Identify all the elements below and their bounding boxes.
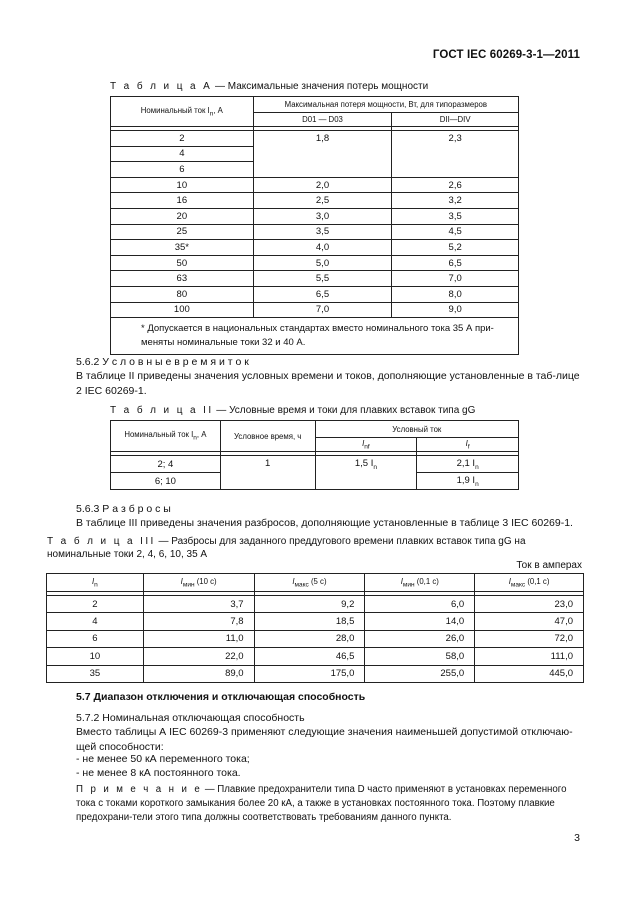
table-a-caption bbox=[110, 81, 428, 92]
section-562-para: В таблице II приведены значения условных времени и токов, дополняющие установленные в таб-лице 2 IEC 60269-1. bbox=[76, 370, 580, 397]
table-iii-header: $I_{мин}$ (0,1 с) bbox=[365, 574, 475, 592]
table-a-cell: 20 bbox=[111, 208, 254, 224]
table-iii-unit-note: Ток в амперах bbox=[516, 560, 582, 571]
table-a-cell: 80 bbox=[111, 286, 254, 302]
note bbox=[76, 783, 584, 825]
table-iii-cell: 10 bbox=[47, 648, 144, 665]
table-a-cell: 16 bbox=[111, 193, 254, 209]
table-iii-header: $I_{мин}$ (10 с) bbox=[143, 574, 254, 592]
table-row bbox=[111, 224, 519, 240]
table-ii-caption: Т а б л и ц а II — Условные время и токи для плавких вставок типа gG bbox=[110, 405, 476, 416]
table-row bbox=[111, 286, 519, 302]
table-ii-col-if: $I_f$ bbox=[417, 438, 519, 452]
bullet-ac: - не менее 50 кА переменного тока; bbox=[76, 753, 250, 765]
table-ii bbox=[110, 420, 519, 490]
table-ii-cell: 1,5 $I_n$ bbox=[315, 456, 417, 490]
table-row bbox=[47, 665, 584, 682]
table-a-cell: 100 bbox=[111, 302, 254, 318]
table-a-cell: 50 bbox=[111, 255, 254, 271]
table-iii-cell: 2 bbox=[47, 596, 144, 613]
table-iii-caption: Т а б л и ц а III — Разбросы для заданного преддугового времени плавких вставок типа gG на номинальные токи 2, 4, 6, 10, 35 А bbox=[47, 536, 526, 560]
table-iii-cell: 6,0 bbox=[365, 596, 475, 613]
table-a-cell: 10 bbox=[111, 177, 254, 193]
table-ii-cell: 1,9 $I_n$ bbox=[417, 473, 519, 490]
section-572-para: Вместо таблицы А IEC 60269-3 применяют следующие значения наименьшей допустимой отключаю-щей способности: bbox=[76, 726, 573, 753]
table-row bbox=[111, 208, 519, 224]
section-562-title: 5.6.2 У с л о в н ы е в р е м я и т о к bbox=[76, 356, 249, 368]
table-a-cell: 3,2 bbox=[392, 193, 519, 209]
table-iii-cell: 23,0 bbox=[475, 596, 584, 613]
table-a-col-dii: DII—DIV bbox=[392, 113, 519, 127]
table-iii-cell: 58,0 bbox=[365, 648, 475, 665]
table-row bbox=[47, 613, 584, 630]
table-a-cell: 4,5 bbox=[392, 224, 519, 240]
page-number: 3 bbox=[574, 832, 580, 844]
table-a-cell: 2 bbox=[111, 131, 254, 147]
table-iii-header: $I_{макс}$ (0,1 с) bbox=[475, 574, 584, 592]
table-iii-header: $I_{макс}$ (5 с) bbox=[254, 574, 365, 592]
table-ii-col-inf: $I_{nf}$ bbox=[315, 438, 417, 452]
table-a-cell: 8,0 bbox=[392, 286, 519, 302]
table-iii-cell: 22,0 bbox=[143, 648, 254, 665]
table-iii-cell: 445,0 bbox=[475, 665, 584, 682]
table-a-cell: 4,0 bbox=[253, 240, 392, 256]
table-ii-cell: 1 bbox=[220, 456, 315, 490]
table-row bbox=[111, 193, 519, 209]
table-iii-cell: 7,8 bbox=[143, 613, 254, 630]
table-row bbox=[47, 630, 584, 647]
table-a bbox=[110, 96, 519, 355]
table-a-cell: 2,6 bbox=[392, 177, 519, 193]
table-iii-cell: 11,0 bbox=[143, 630, 254, 647]
table-a-cell: 2,5 bbox=[253, 193, 392, 209]
table-a-cell: 7,0 bbox=[392, 271, 519, 287]
table-row bbox=[111, 271, 519, 287]
table-a-cell: 6 bbox=[111, 162, 254, 178]
bullet-dc: - не менее 8 кА постоянного тока. bbox=[76, 767, 241, 779]
table-row bbox=[111, 255, 519, 271]
table-a-cell: 1,8 bbox=[253, 131, 392, 178]
table-a-cell: 3,0 bbox=[253, 208, 392, 224]
table-iii-cell: 72,0 bbox=[475, 630, 584, 647]
table-a-cell: 5,2 bbox=[392, 240, 519, 256]
table-a-footnote: * Допускается в национальных стандартах вместо номинального тока 35 А при-меняты номинальные токи 32 и 40 А. bbox=[111, 318, 519, 355]
table-a-caption-text: — Максимальные значения потерь мощности bbox=[212, 81, 429, 92]
table-a-cell: 63 bbox=[111, 271, 254, 287]
table-a-col-current: Номинальный ток $I_n$, А bbox=[111, 97, 254, 127]
table-iii-cell: 89,0 bbox=[143, 665, 254, 682]
table-a-cell: 2,3 bbox=[392, 131, 519, 178]
table-a-cell: 6,5 bbox=[392, 255, 519, 271]
table-row bbox=[111, 177, 519, 193]
table-ii-col-group: Условный ток bbox=[315, 421, 518, 438]
table-a-col-group: Максимальная потеря мощности, Вт, для типоразмеров bbox=[253, 97, 518, 113]
note-label: П р и м е ч а н и е bbox=[76, 784, 203, 795]
table-a-cell: 5,5 bbox=[253, 271, 392, 287]
table-a-col-d01: D01 — D03 bbox=[253, 113, 392, 127]
table-iii-cell: 6 bbox=[47, 630, 144, 647]
table-row bbox=[47, 648, 584, 665]
table-a-cell: 9,0 bbox=[392, 302, 519, 318]
table-iii-cell: 26,0 bbox=[365, 630, 475, 647]
table-row bbox=[111, 302, 519, 318]
section-572-title: 5.7.2 Номинальная отключающая способность bbox=[76, 712, 305, 724]
table-iii-cell: 4 bbox=[47, 613, 144, 630]
table-a-cell: 4 bbox=[111, 146, 254, 162]
table-a-cell: 5,0 bbox=[253, 255, 392, 271]
table-iii-cell: 46,5 bbox=[254, 648, 365, 665]
table-a-cell: 3,5 bbox=[253, 224, 392, 240]
table-ii-cell: 2,1 $I_n$ bbox=[417, 456, 519, 473]
table-ii-cell: 2; 4 bbox=[111, 456, 221, 473]
table-iii-header: $I_n$ bbox=[47, 574, 144, 592]
table-a-cell: 6,5 bbox=[253, 286, 392, 302]
table-iii-cell: 9,2 bbox=[254, 596, 365, 613]
table-ii-col-current: Номинальный ток $I_n$, А bbox=[111, 421, 221, 452]
table-a-caption-prefix: Т а б л и ц а А bbox=[110, 81, 213, 92]
table-iii-cell: 111,0 bbox=[475, 648, 584, 665]
table-a-cell: 25 bbox=[111, 224, 254, 240]
section-563-title: 5.6.3 Р а з б р о с ы bbox=[76, 503, 171, 515]
table-iii bbox=[46, 573, 584, 683]
table-ii-col-time: Условное время, ч bbox=[220, 421, 315, 452]
table-ii-cell: 6; 10 bbox=[111, 473, 221, 490]
table-iii-cell: 35 bbox=[47, 665, 144, 682]
table-iii-cell: 18,5 bbox=[254, 613, 365, 630]
section-563-para: В таблице III приведены значения разбросов, дополняющие установленные в таблице 3 IEC 60269-1. bbox=[76, 517, 573, 529]
standard-header: ГОСТ IEC 60269-3-1—2011 bbox=[432, 49, 580, 61]
table-a-cell: 2,0 bbox=[253, 177, 392, 193]
table-a-cell: 35* bbox=[111, 240, 254, 256]
table-row bbox=[111, 131, 519, 147]
section-57-heading: 5.7 Диапазон отключения и отключающая способность bbox=[76, 691, 366, 703]
table-iii-cell: 47,0 bbox=[475, 613, 584, 630]
table-a-cell: 3,5 bbox=[392, 208, 519, 224]
table-iii-cell: 14,0 bbox=[365, 613, 475, 630]
table-iii-cell: 175,0 bbox=[254, 665, 365, 682]
table-iii-cell: 255,0 bbox=[365, 665, 475, 682]
table-iii-cell: 28,0 bbox=[254, 630, 365, 647]
table-row bbox=[111, 240, 519, 256]
note-text: — Плавкие предохранители типа D часто применяют в установках переменного тока с токами короткого замыкания более 20 кА, а также в установках постоянного тока. Поэтому плавкие предохрани-тели этого типа должны соответствовать требованиям данного пункта. bbox=[76, 784, 567, 823]
table-row bbox=[47, 596, 584, 613]
table-a-cell: 7,0 bbox=[253, 302, 392, 318]
table-iii-cell: 3,7 bbox=[143, 596, 254, 613]
